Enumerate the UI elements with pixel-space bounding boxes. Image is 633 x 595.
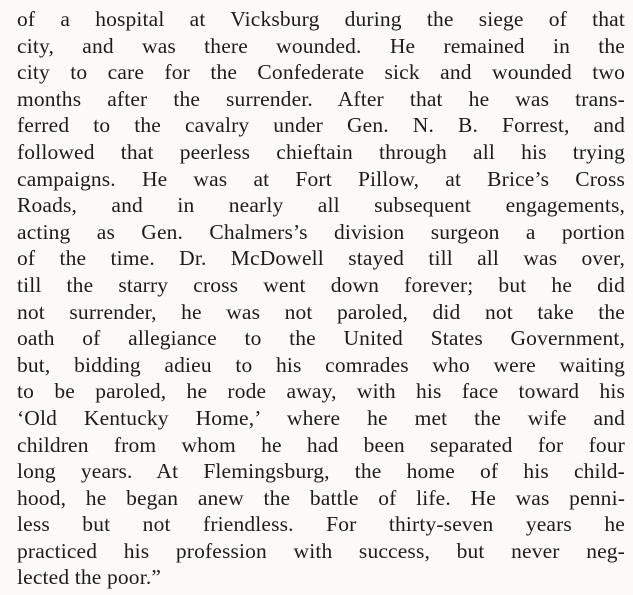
text-line: acting as Gen. Chalmers’s division surgeon a portion: [17, 219, 625, 244]
body-text: [17, 6, 625, 591]
text-line: of the time. Dr. McDowell stayed till all was over,: [17, 246, 625, 271]
text-line: of a hospital at Vicksburg during the siege of that: [17, 7, 625, 31]
text-line: months after the surrender. After that he was trans-: [17, 86, 625, 111]
text-line: city, and was there wounded. He remained in the: [17, 33, 625, 58]
text-line: city to care for the Confederate sick and wounded two: [17, 60, 625, 85]
text-line: till the starry cross went down forever; but he did: [17, 272, 625, 297]
text-line: but, bidding adieu to his comrades who were waiting: [17, 352, 625, 377]
text-line: campaigns. He was at Fort Pillow, at Brice’s Cross: [17, 166, 625, 191]
text-line: ferred to the cavalry under Gen. N. B. Forrest, and: [17, 113, 625, 138]
text-line: Roads, and in nearly all subsequent engagements,: [17, 193, 625, 218]
text-line: followed that peerless chieftain through all his trying: [17, 139, 625, 164]
text-line: ‘Old Kentucky Home,’ where he met the wife and: [17, 405, 625, 430]
text-line: not surrender, he was not paroled, did not take the: [17, 299, 625, 324]
text-line: oath of allegiance to the United States Government,: [17, 326, 625, 351]
text-line: practiced his profession with success, but never neg-: [17, 538, 625, 563]
text-line: children from whom he had been separated for four: [17, 432, 625, 457]
text-line: lected the poor.”: [17, 565, 162, 590]
text-line: hood, he began anew the battle of life. He was penni-: [17, 485, 625, 510]
text-line: less but not friendless. For thirty-seven years he: [17, 512, 625, 537]
text-line: to be paroled, he rode away, with his face toward his: [17, 379, 625, 404]
text-line: long years. At Flemingsburg, the home of his child-: [17, 459, 625, 484]
